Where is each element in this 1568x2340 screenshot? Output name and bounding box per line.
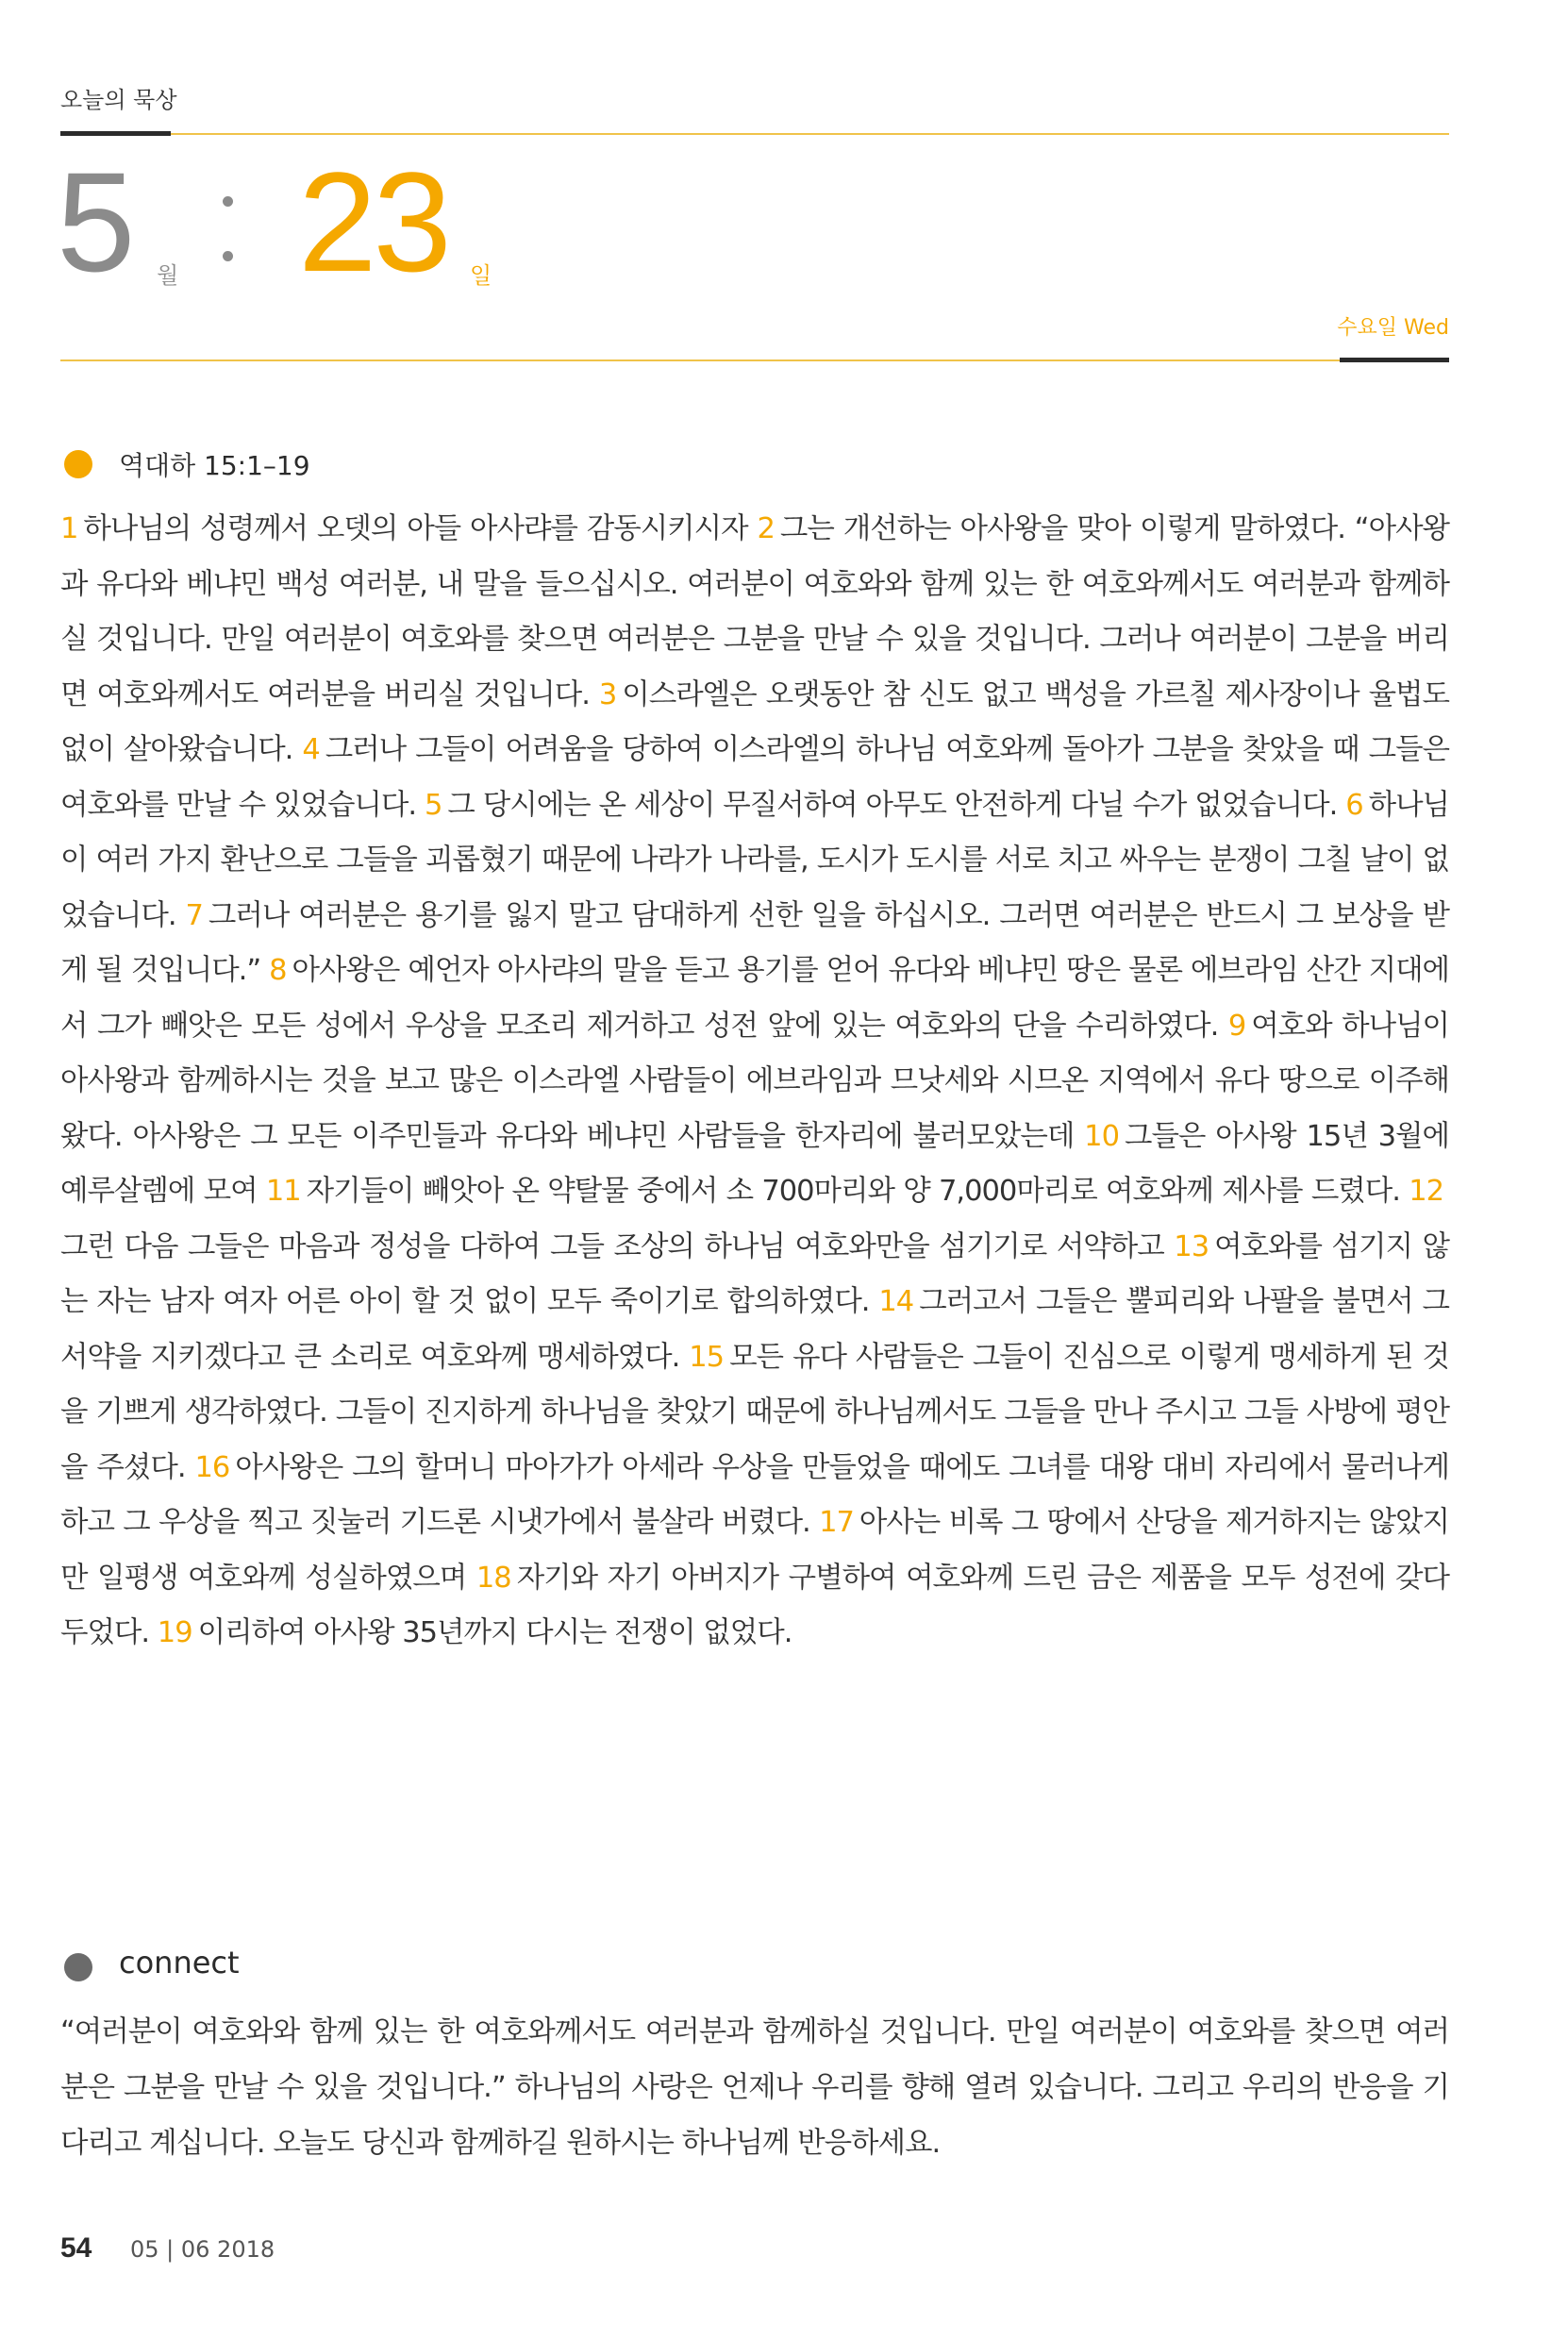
verse-number: 3 xyxy=(598,677,617,711)
verse-text: 아사왕은 예언자 아사랴의 말을 듣고 용기를 얻어 유다와 베냐민 땅은 물론 에브라임 산간 지대에서 그가 빼앗은 모든 성에서 우상을 모조리 제거하고 성전 앞에 있는 여호와의 단을 수리하였다. xyxy=(60,954,1449,1043)
verse-text: 그 당시에는 온 세상이 무질서하여 아무도 안전하게 다닐 수가 없었습니다. xyxy=(447,788,1338,822)
verse-text: 자기들이 빼앗아 온 약탈물 중에서 소 700마리와 양 7,000마리로 여호와께 제사를 드렸다. xyxy=(306,1175,1400,1208)
verse-text: 그들은 아사왕 15년 3월에 예루살렘에 모여 xyxy=(60,1119,1449,1208)
issue-date: 05 | 06 2018 xyxy=(130,2236,275,2263)
verse-number: 9 xyxy=(1227,1009,1246,1043)
verse-text: 아사는 비록 그 땅에서 산당을 제거하지는 않았지만 일평생 여호와께 성실하였으며 xyxy=(60,1506,1449,1595)
verse-text: 하나님이 여러 가지 환난으로 그들을 괴롭혔기 때문에 나라가 나라를, 도시가 도시를 서로 치고 싸우는 분쟁이 그칠 날이 없었습니다. xyxy=(60,788,1450,932)
verse-number: 4 xyxy=(302,733,320,766)
passage-reference: 역대하 15:1–19 xyxy=(119,450,310,481)
verse-number: 16 xyxy=(194,1450,230,1484)
verse-text: 여호와 하나님이 아사왕과 함께하시는 것을 보고 많은 이스라엘 사람들이 에브라임과 므낫세와 시므온 지역에서 유다 땅으로 이주해 왔다. 아사왕은 그 모든 이주민들과 유다와 베냐민 사람들을 한자리에 불러모았는데 xyxy=(60,1009,1449,1153)
verse-number: 17 xyxy=(819,1506,854,1539)
verse-number: 10 xyxy=(1084,1119,1119,1153)
verse-text: 아사왕은 그의 할머니 마아가가 아세라 우상을 만들었을 때에도 그녀를 대왕 대비 자리에서 물러나게 하고 그 우상을 찍고 짓눌러 기드론 시냇가에서 불살라 버렸다. xyxy=(60,1450,1449,1539)
verse-number: 11 xyxy=(265,1175,301,1208)
date-separator xyxy=(223,185,234,264)
header-divider-accent xyxy=(1340,358,1449,362)
verse-text: 모든 유다 사람들은 그들이 진심으로 이렇게 맹세하게 된 것을 기쁘게 생각하였다. 그들이 진지하게 하나님을 찾았기 때문에 하나님께서도 그들을 만나 주시고 그들 사방에 평안을 주셨다. xyxy=(60,1340,1449,1484)
verse-text: 그러나 여러분은 용기를 잃지 말고 담대하게 선한 일을 하십시오. 그러면 여러분은 반드시 그 보상을 받게 될 것입니다.” xyxy=(60,898,1449,987)
verse-number: 18 xyxy=(475,1561,511,1595)
verse-text: 그러나 그들이 어려움을 당하여 이스라엘의 하나님 여호와께 돌아가 그분을 찾았을 때 그들은 여호와를 만날 수 있었습니다. xyxy=(60,733,1449,822)
top-divider-accent xyxy=(60,131,171,136)
connect-body: “여러분이 여호와와 함께 있는 한 여호와께서도 여러분과 함께하실 것입니다. 만일 여러분이 여호와를 찾으면 여러분은 그분을 만날 수 있을 것입니다.” 하나님의 사랑은 언제나 우리를 향해 열려 있습니다. 그리고 우리의 반응을 기다리고 계십니다. 오늘도 당신과 함께하길 원하시는 하나님께 반응하세요. xyxy=(60,2015,1449,2160)
verse-number: 8 xyxy=(269,954,287,987)
section-label: 오늘의 묵상 xyxy=(60,87,177,113)
weekday-label: 수요일 Wed xyxy=(1337,316,1449,340)
verse-number: 6 xyxy=(1345,788,1363,822)
date-month-unit: 월 xyxy=(157,262,179,289)
passage-body xyxy=(60,502,1449,1662)
verse-text: 그는 개선하는 아사왕을 맞아 이렇게 말하였다. “아사왕과 유다와 베냐민 백성 여러분, 내 말을 들으십시오. 여러분이 여호와와 함께 있는 한 여호와께서도 여러분과 함께하실 것입니다. 만일 여러분이 여호와를 찾으면 여러분은 그분을 만날 수 있을 것입니다. 그러나 여러분이 그분을 버리면 여호와께서도 여러분을 버리실 것입니다. xyxy=(60,512,1449,711)
verse-number: 2 xyxy=(757,512,775,545)
verse-number: 5 xyxy=(424,788,442,822)
verse-text: 이리하여 아사왕 35년까지 다시는 전쟁이 없었다. xyxy=(197,1616,792,1649)
verse-text: 자기와 자기 아버지가 구별하여 여호와께 드린 금은 제품을 모두 성전에 갖다 두었다. xyxy=(60,1561,1449,1649)
verse-number: 13 xyxy=(1174,1229,1209,1263)
verse-text: 이스라엘은 오랫동안 참 신도 없고 백성을 가르칠 제사장이나 율법도 없이 살아왔습니다. xyxy=(60,677,1449,766)
verse-number: 12 xyxy=(1409,1175,1444,1208)
verse-text: 그러고서 그들은 뿔피리와 나팔을 불면서 그 서약을 지키겠다고 큰 소리로 여호와께 맹세하였다. xyxy=(60,1285,1449,1374)
verse-number: 1 xyxy=(60,512,78,545)
verse-text: 그런 다음 그들은 마음과 정성을 다하여 그들 조상의 하나님 여호와만을 섬기기로 서약하고 xyxy=(60,1229,1164,1263)
connect-title: connect xyxy=(119,1945,240,1981)
verse-text: 하나님의 성령께서 오뎃의 아들 아사랴를 감동시키시자 xyxy=(83,512,748,545)
page-number: 54 xyxy=(60,2232,92,2264)
top-divider xyxy=(60,133,1449,135)
verse-text: 여호와를 섬기지 않는 자는 남자 여자 어른 아이 할 것 없이 모두 죽이기로 합의하였다. xyxy=(60,1229,1450,1318)
header-divider xyxy=(60,359,1449,361)
verse-number: 15 xyxy=(689,1340,725,1374)
verse-number: 7 xyxy=(185,898,203,932)
verse-number: 14 xyxy=(878,1285,914,1318)
verse-number: 19 xyxy=(157,1616,192,1649)
date-day: 23 xyxy=(298,142,448,301)
date-day-unit: 일 xyxy=(470,262,492,289)
date-month: 5 xyxy=(57,142,132,301)
connect-bullet-icon xyxy=(64,1953,92,1981)
passage-bullet-icon xyxy=(64,450,92,478)
